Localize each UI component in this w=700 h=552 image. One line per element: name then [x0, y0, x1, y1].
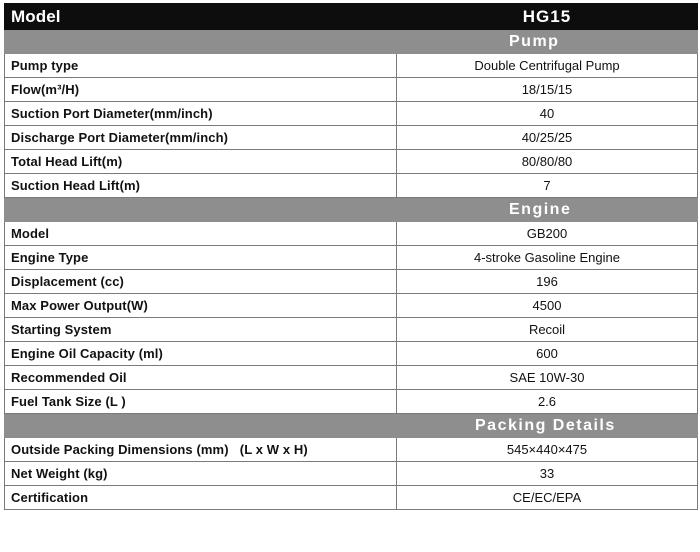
- row-value: 18/15/15: [397, 78, 698, 102]
- table-row: [5, 54, 698, 78]
- row-value: 40: [397, 102, 698, 126]
- section-spacer: [5, 30, 397, 54]
- section-spacer: [5, 198, 397, 222]
- row-label: Starting System: [5, 318, 397, 342]
- table-row: [5, 150, 698, 174]
- row-label: Certification: [5, 486, 397, 510]
- table-row: [5, 270, 698, 294]
- table-row: [5, 318, 698, 342]
- row-label: Discharge Port Diameter(mm/inch): [5, 126, 397, 150]
- row-label: Engine Oil Capacity (ml): [5, 342, 397, 366]
- row-value: 33: [397, 462, 698, 486]
- model-name: HG15: [397, 4, 698, 30]
- row-value: 4-stroke Gasoline Engine: [397, 246, 698, 270]
- row-value: 4500: [397, 294, 698, 318]
- row-label: Net Weight (kg): [5, 462, 397, 486]
- row-value: Recoil: [397, 318, 698, 342]
- row-label: Max Power Output(W): [5, 294, 397, 318]
- row-label: Recommended Oil: [5, 366, 397, 390]
- row-label: Displacement (cc): [5, 270, 397, 294]
- row-value: CE/EC/EPA: [397, 486, 698, 510]
- table-row: [5, 390, 698, 414]
- table-row: [5, 126, 698, 150]
- row-value: Double Centrifugal Pump: [397, 54, 698, 78]
- row-label: Suction Port Diameter(mm/inch): [5, 102, 397, 126]
- row-value: 600: [397, 342, 698, 366]
- row-label: Pump type: [5, 54, 397, 78]
- table-row: [5, 462, 698, 486]
- table-row: [5, 102, 698, 126]
- section-title-pump: Pump: [397, 30, 698, 54]
- spec-table: [4, 3, 698, 510]
- row-value: GB200: [397, 222, 698, 246]
- header-label: Model: [5, 4, 397, 30]
- table-row: [5, 222, 698, 246]
- section-packing: [5, 414, 698, 438]
- section-title-engine: Engine: [397, 198, 698, 222]
- table-row: [5, 246, 698, 270]
- row-label: Suction Head Lift(m): [5, 174, 397, 198]
- section-title-packing: Packing Details: [397, 414, 698, 438]
- row-value: 7: [397, 174, 698, 198]
- table-row: [5, 174, 698, 198]
- header-row: [5, 4, 698, 30]
- section-spacer: [5, 414, 397, 438]
- section-engine: [5, 198, 698, 222]
- row-label: Fuel Tank Size (L ): [5, 390, 397, 414]
- row-value: 545×440×475: [397, 438, 698, 462]
- table-row: [5, 78, 698, 102]
- table-row: [5, 294, 698, 318]
- table-row: [5, 486, 698, 510]
- table-row: [5, 438, 698, 462]
- row-value: 40/25/25: [397, 126, 698, 150]
- table-row: [5, 366, 698, 390]
- table-row: [5, 342, 698, 366]
- row-label: Total Head Lift(m): [5, 150, 397, 174]
- row-label: Model: [5, 222, 397, 246]
- row-label: Flow(m³/H): [5, 78, 397, 102]
- row-value: SAE 10W-30: [397, 366, 698, 390]
- row-label: Outside Packing Dimensions (mm) (L x W x H): [5, 438, 397, 462]
- row-label: Engine Type: [5, 246, 397, 270]
- row-value: 2.6: [397, 390, 698, 414]
- row-value: 196: [397, 270, 698, 294]
- row-value: 80/80/80: [397, 150, 698, 174]
- section-pump: [5, 30, 698, 54]
